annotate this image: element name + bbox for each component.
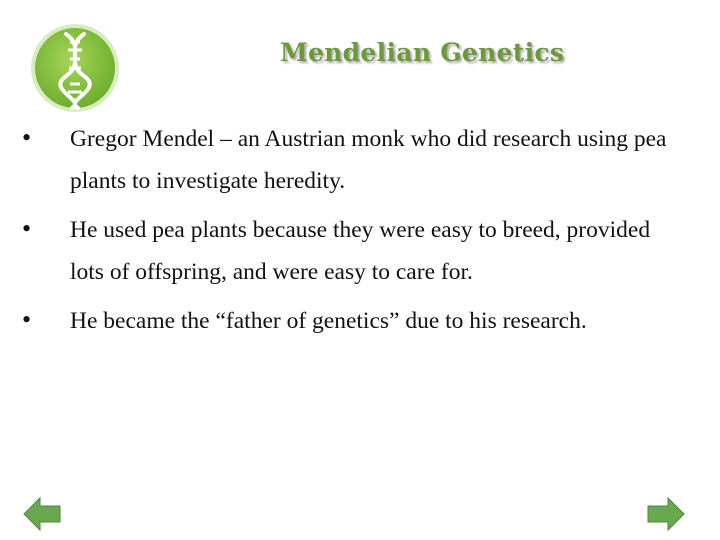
bullet-text: He became the “father of genetics” due to his research.	[70, 308, 587, 334]
arrow-right-icon[interactable]	[646, 496, 686, 532]
dna-helix-icon	[28, 22, 122, 114]
bullet-marker: •	[22, 214, 32, 243]
arrow-left-icon[interactable]	[22, 496, 62, 532]
bullet-list	[20, 118, 680, 349]
slide-title: Mendelian Genetics	[280, 38, 565, 67]
bullet-item	[20, 209, 680, 293]
bullet-text: Gregor Mendel – an Austrian monk who did research using pea plants to investigate heredity.	[70, 126, 667, 194]
bullet-item	[20, 300, 680, 342]
bullet-marker: •	[22, 305, 32, 334]
bullet-item	[20, 118, 680, 202]
bullet-text: He used pea plants because they were easy to breed, provided lots of offspring, and were easy to care for.	[70, 217, 651, 285]
bullet-marker: •	[22, 123, 32, 152]
